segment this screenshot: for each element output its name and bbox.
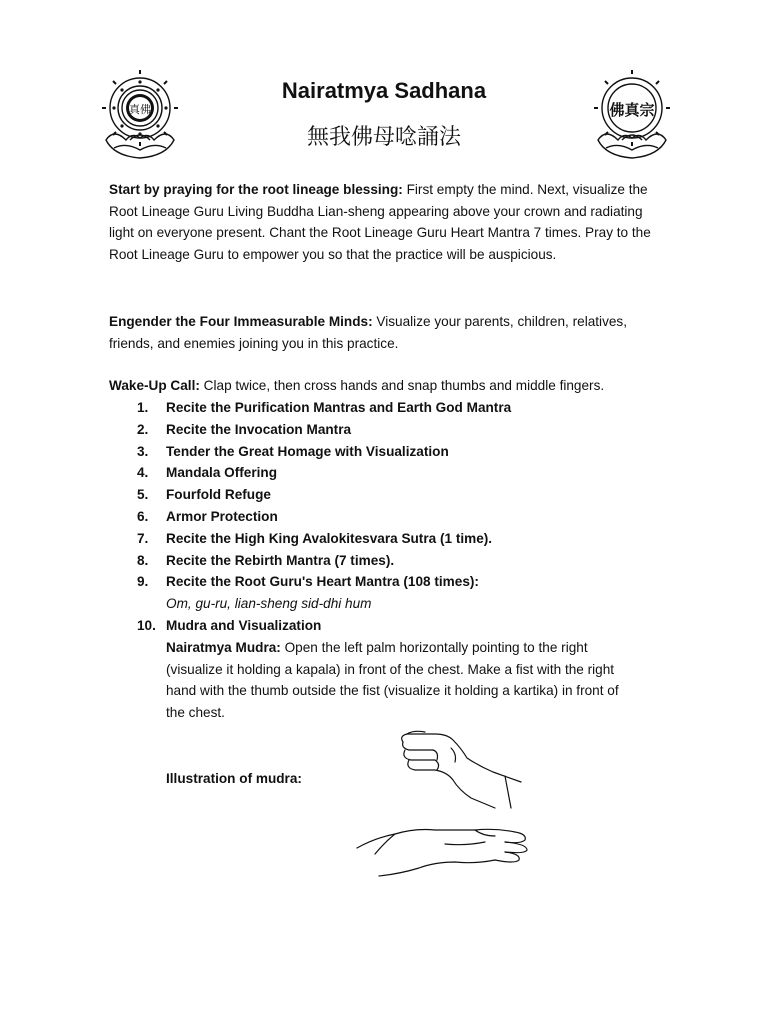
step-number: 9. [137, 574, 149, 590]
step-number: 2. [137, 421, 149, 437]
page-title: Nairatmya Sadhana [281, 78, 487, 103]
mudra-text: Open the left palm horizontally pointing to the right (visualize it holding a kapala) in front of the chest. Make a fist with the right hand with the thumb outside the fist (visualize it holding a kartika) in front of the chest. [166, 639, 619, 721]
step-label: Recite the High King Avalokitesvara Sutra (1 time). [166, 530, 493, 546]
step-label: Recite the Rebirth Mantra (7 times). [166, 552, 395, 568]
step-number: 10. [137, 617, 156, 633]
open-palm-illustration-icon [355, 822, 533, 878]
step-number: 6. [137, 508, 149, 524]
intro-paragraph-root-lineage [109, 179, 654, 265]
list-item [109, 397, 669, 419]
intro-paragraph-four-minds [109, 311, 654, 354]
paragraph-text: First empty the mind. Next, visualize the Root Lineage Guru Living Buddha Lian-sheng appearing above your crown and radiating light on everyone present. Chant the Root Lineage Guru Heart Mantra 7 times. Pray to the Root Lineage Guru to empower you so that the practice will be auspicious. [109, 182, 651, 262]
list-item [109, 550, 669, 572]
step-number: 1. [137, 400, 149, 415]
paragraph-text: Clap twice, then cross hands and snap thumbs and middle fingers. [199, 378, 605, 393]
list-item [109, 506, 669, 528]
step-label: Mandala Offering [166, 465, 278, 481]
logo-left-text: 真佛 [129, 103, 151, 116]
intro-paragraph-wake-up [109, 375, 654, 397]
list-item [109, 571, 669, 615]
paragraph-lead: Engender the Four Immeasurable Minds: [109, 314, 373, 329]
illustration-label: Illustration of mudra: [166, 771, 302, 786]
mudra-lead: Nairatmya Mudra: [166, 639, 281, 655]
step-label: Armor Protection [166, 508, 278, 524]
paragraph-text: Visualize your parents, children, relatives, friends, and enemies joining you in this practice. [109, 314, 628, 351]
list-item [109, 462, 669, 484]
mantra-text: Om, gu-ru, lian-sheng sid-dhi hum [166, 596, 372, 612]
logo-right-text: 佛真宗 [609, 101, 655, 119]
step-number: 5. [137, 487, 149, 503]
step-label: Recite the Root Guru's Heart Mantra (108 times): [166, 574, 479, 590]
list-item [109, 484, 669, 506]
page-subtitle-chinese: 無我佛母唸誦法 [306, 125, 461, 150]
paragraph-lead: Start by praying for the root lineage blessing: [109, 182, 403, 197]
list-item [109, 441, 669, 463]
list-item [109, 528, 669, 550]
list-item [109, 615, 669, 724]
list-item [109, 419, 669, 441]
step-number: 4. [137, 465, 149, 481]
mudra-description [166, 637, 641, 724]
steps-list [109, 397, 669, 724]
step-label: Tender the Great Homage with Visualization [166, 443, 449, 459]
paragraph-lead: Wake-Up Call: [109, 378, 200, 393]
fist-hand-illustration-icon [395, 728, 525, 810]
step-label: Recite the Invocation Mantra [166, 421, 352, 437]
step-label: Recite the Purification Mantras and Earth God Mantra [166, 400, 512, 415]
step-number: 7. [137, 530, 149, 546]
step-label: Mudra and Visualization [166, 617, 322, 633]
step-number: 3. [137, 443, 149, 459]
step-label: Fourfold Refuge [166, 487, 271, 503]
step-number: 8. [137, 552, 149, 568]
